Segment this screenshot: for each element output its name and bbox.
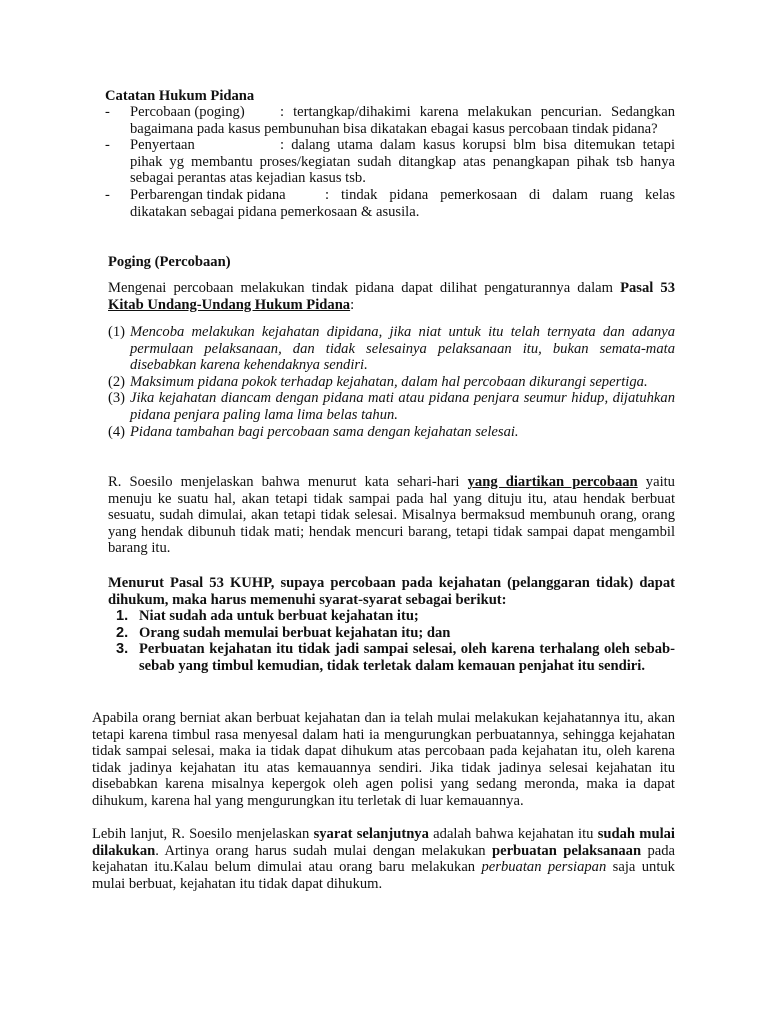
paragraph-text: . Artinya orang harus sudah mulai dengan melakukan [155, 842, 492, 859]
list-item [105, 137, 675, 187]
list-item [105, 104, 675, 137]
poging-intro [108, 280, 675, 313]
note-label: Penyertaan [130, 137, 195, 154]
note-label: Percobaan (poging) [130, 104, 245, 120]
list-item [108, 390, 675, 423]
dash-bullet: - [105, 137, 110, 154]
intro-pasal: Pasal 53 [620, 280, 675, 296]
syarat-text: Perbuatan kejahatan itu tidak jadi sampai selesai, oleh karena terhalang oleh sebab-sebab yang timbul kemudian, tidak terletak dalam kemauan penjahat itu sendiri. [139, 641, 675, 674]
syarat-text: Niat sudah ada untuk berbuat kejahatan itu; [139, 608, 419, 624]
notes-title: Catatan Hukum Pidana [105, 88, 255, 104]
intro-text: Mengenai percobaan melakukan tindak pidana dapat dilihat pengaturannya dalam [108, 280, 621, 296]
lebih-lanjut-paragraph [92, 826, 675, 892]
soesilo-paragraph [108, 474, 675, 557]
paragraph-bold: syarat selanjutnya [313, 826, 429, 842]
paragraph-text: yaitu menuju ke suatu hal, akan tetapi tidak sampai pada hal yang dituju itu, atau hendak berbuat sesuatu, sudah dimulai, akan tetapi tidak selesai. Misalnya bermaksud membunuh orang, orang yang hendak dibunuh tidak mati; hendak mencuri barang, tetapi tidak sampai dapat mengambil barang itu. [108, 474, 675, 557]
intro-kitab: Kitab Undang-Undang Hukum Pidana [108, 296, 351, 313]
list-item [108, 424, 675, 441]
article-list [108, 324, 675, 440]
article-text: Jika kejahatan diancam dengan pidana mati atau pidana penjara seumur hidup, dijatuhkan pidana penjara paling lama lima belas tahun. [130, 390, 675, 423]
syarat-list [116, 608, 675, 674]
paragraph-text: adalah bahwa kejahatan itu [428, 826, 598, 842]
note-text: : tertangkap/dihakimi karena melakukan pencurian. Sedangkan bagaimana pada kasus pembunuhan bisa dikatakan ebagai kasus percobaan tindak pidana? [130, 104, 675, 137]
paragraph-text: Lebih lanjut, R. Soesilo menjelaskan [92, 826, 314, 842]
note-text: : tindak pidana pemerkosaan di dalam ruang kelas dikatakan sebagai pidana pemerkosaan & asusila. [130, 186, 675, 220]
syarat-number: 3. [116, 641, 129, 658]
list-item [105, 186, 675, 220]
list-item [108, 324, 675, 374]
paragraph-bold: sudah mulai dilakukan [92, 826, 675, 859]
syarat-number: 1. [116, 608, 129, 624]
list-item [108, 374, 675, 391]
paragraph-bold: perbuatan pelaksanaan [491, 842, 642, 859]
list-item [116, 625, 675, 642]
notes-list [105, 104, 675, 220]
paragraph-emphasis: yang diartikan percobaan [467, 474, 638, 490]
article-number: (4) [108, 423, 126, 440]
syarat-intro: Menurut Pasal 53 KUHP, supaya percobaan pada kejahatan (pelanggaran tidak) dapat dihukum, maka harus memenuhi syarat-syarat sebagai berikut: [108, 575, 675, 608]
article-text: Pidana tambahan bagi percobaan sama dengan kejahatan selesai. [130, 423, 519, 440]
section-heading: Poging (Percobaan) [108, 254, 231, 270]
article-text: Maksimum pidana pokok terhadap kejahatan, dalam hal percobaan dikurangi sepertiga. [130, 373, 648, 390]
paragraph-text: R. Soesilo menjelaskan bahwa menurut kata sehari-hari [108, 474, 468, 490]
syarat-number: 2. [116, 624, 129, 641]
dash-bullet: - [105, 104, 110, 120]
list-item [116, 608, 675, 625]
paragraph-text: saja untuk mulai berbuat, kejahatan itu tidak dapat dihukum. [92, 859, 675, 892]
dash-bullet: - [105, 186, 110, 203]
article-number: (3) [108, 390, 126, 407]
apabila-paragraph: Apabila orang berniat akan berbuat kejahatan dan ia telah mulai melakukan kejahatannya itu, akan tetapi karena timbul rasa menyesal dalam hati ia mengurungkan perbuatannya, sehingga kejahatan tidak sampai selesai, maka ia tidak dapat dihukum atas percobaan pada kejahatan itu, oleh karena tidak jadinya kejahatan itu atas kemauannya sendiri. Jika tidak jadinya selesai kejahatan itu disebabkan karena misalnya kepergok oleh agen polisi yang sedang meronda, maka ia dapat dihukum, karena hal yang mengurungkan itu terletak di luar kemauannya. [92, 710, 675, 809]
note-text: : dalang utama dalam kasus korupsi blm bisa ditemukan tetapi pihak yg membantu proses/kegiatan sudah ditangkap atas penangkapan pihak tsb hanya sebagai perantas atas kejadian kasus tsb. [130, 137, 675, 187]
article-text: Mencoba melakukan kejahatan dipidana, jika niat untuk itu telah ternyata dan adanya permulaan pelaksanaan, dan tidak selesainya pelaksanaan itu, bukan semata-mata disebabkan karena kehendaknya sendiri. [130, 324, 675, 374]
note-label: Perbarengan tindak pidana [130, 186, 286, 203]
syarat-text: Orang sudah memulai berbuat kejahatan itu; dan [139, 624, 451, 641]
paragraph-italic: perbuatan persiapan [481, 859, 607, 876]
article-number: (1) [108, 324, 126, 340]
intro-colon: : [350, 296, 355, 313]
list-item [116, 641, 675, 674]
article-number: (2) [108, 373, 126, 390]
paragraph-text: pada kejahatan itu.Kalau belum dimulai atau orang baru melakukan [92, 842, 675, 876]
